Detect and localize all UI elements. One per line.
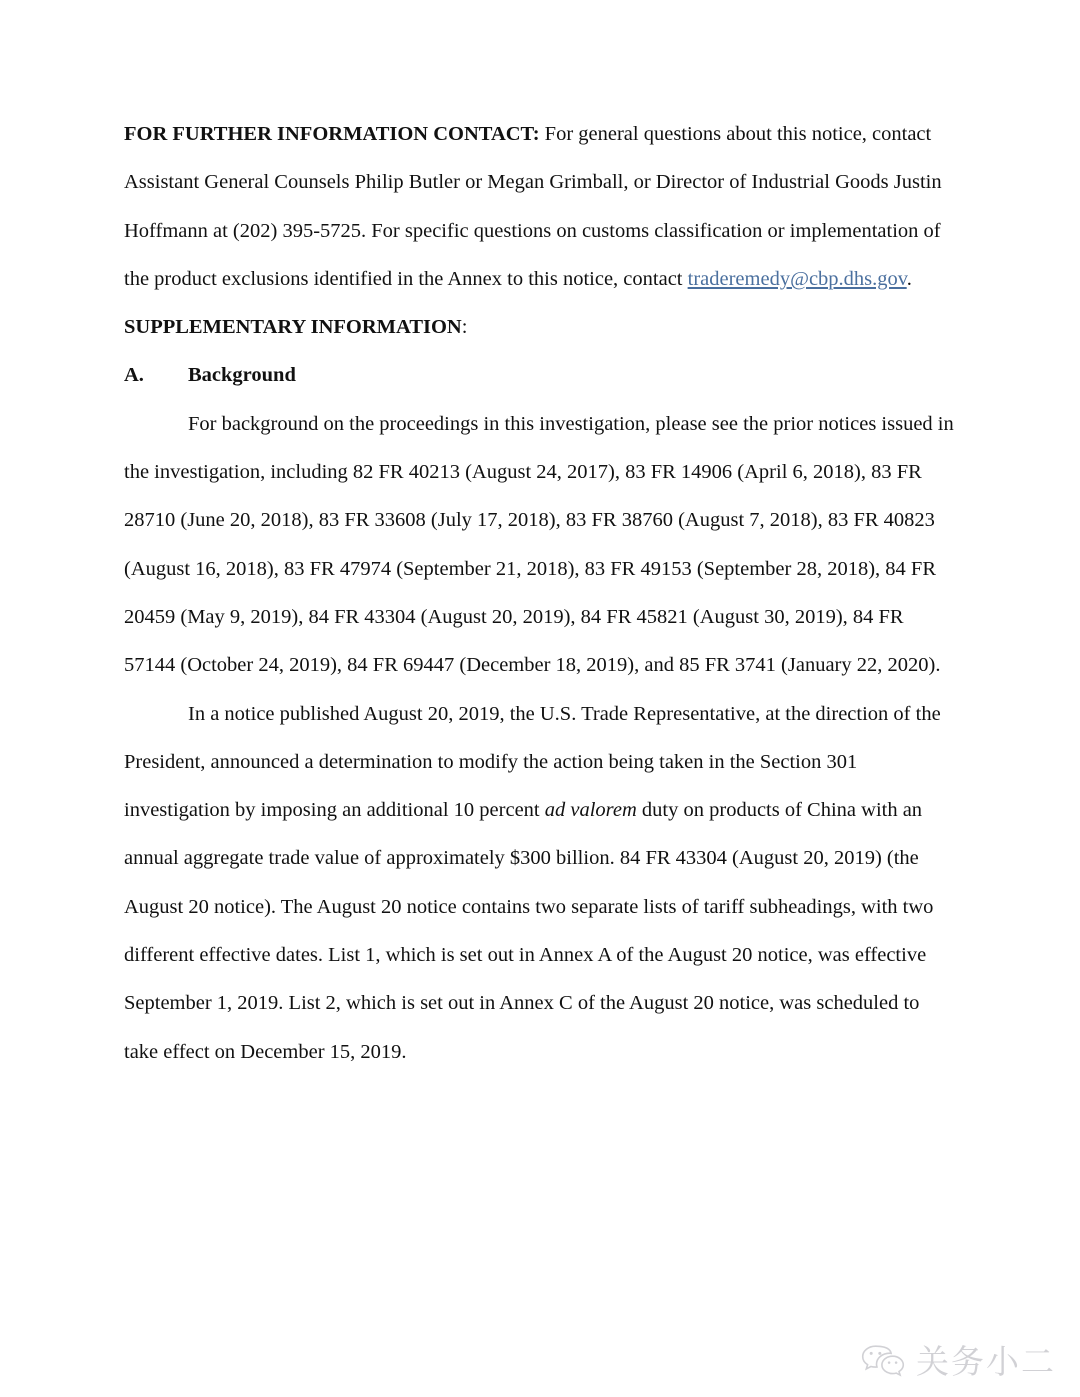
august-20-notice-text-part-1: In a notice published August 20, 2019, the U.S. Trade Representative, at the direction of the President, announced a determination to modify the action being taken in the Section 301 investigation by imposing an additional 10 percent xyxy=(124,702,941,822)
august-20-notice-text-part-2: duty on products of China with an annual aggregate trade value of approximately $300 billion. 84 FR 43304 (August 20, 2019) (the August 20 notice). The August 20 notice contains two separate lists of tariff subheadings, with two different effective dates. List 1, which is set out in Annex A of the August 20 notice, was effective September 1, 2019. List 2, which is set out in Annex C of the August 20 notice, was scheduled to take effect on December 15, 2019. xyxy=(124,799,934,1063)
traderemedy-email-link[interactable]: traderemedy@cbp.dhs.gov xyxy=(687,267,907,290)
further-information-contact-paragraph xyxy=(124,110,956,303)
august-20-notice-paragraph xyxy=(124,690,956,1076)
supplementary-information-heading xyxy=(124,303,956,351)
section-a-heading xyxy=(124,351,956,399)
section-a-letter: A. xyxy=(124,364,144,387)
background-citations-paragraph: For background on the proceedings in this investigation, please see the prior notices issued in the investigation, including 82 FR 40213 (August 24, 2017), 83 FR 14906 (April 6, 2018), 83 FR 28710 (June 20, 2018), 83 FR 33608 (July 17, 2018), 83 FR 38760 (August 7, 2018), 83 FR 40823 (August 16, 2018), 83 FR 47974 (September 21, 2018), 83 FR 49153 (September 28, 2018), 84 FR 20459 (May 9, 2019), 84 FR 43304 (August 20, 2019), 84 FR 45821 (August 30, 2019), 84 FR 57144 (October 24, 2019), 84 FR 69447 (December 18, 2019), and 85 FR 3741 (January 22, 2020). xyxy=(124,412,954,677)
supplementary-information-colon: : xyxy=(461,316,468,339)
section-a-title: Background xyxy=(188,364,296,387)
further-information-contact-body: For general questions about this notice, contact Assistant General Counsels Philip Butler or Megan Grimball, or Director of Industrial Goods Justin Hoffmann at (202) 395-5725. For specific questions on customs classification or implementation of the product exclusions identified in the Annex to this notice, contact xyxy=(124,123,942,290)
ad-valorem-italic-phrase: ad valorem xyxy=(544,799,637,822)
wechat-icon xyxy=(860,1341,906,1381)
supplementary-information-label: SUPPLEMENTARY INFORMATION xyxy=(124,316,462,339)
further-information-contact-body-end: . xyxy=(906,267,912,290)
document-text-body xyxy=(124,110,956,1076)
watermark-text: 关务小二 xyxy=(916,1341,1056,1381)
wechat-watermark xyxy=(860,1341,1056,1381)
further-information-contact-label: FOR FURTHER INFORMATION CONTACT: xyxy=(124,123,540,145)
